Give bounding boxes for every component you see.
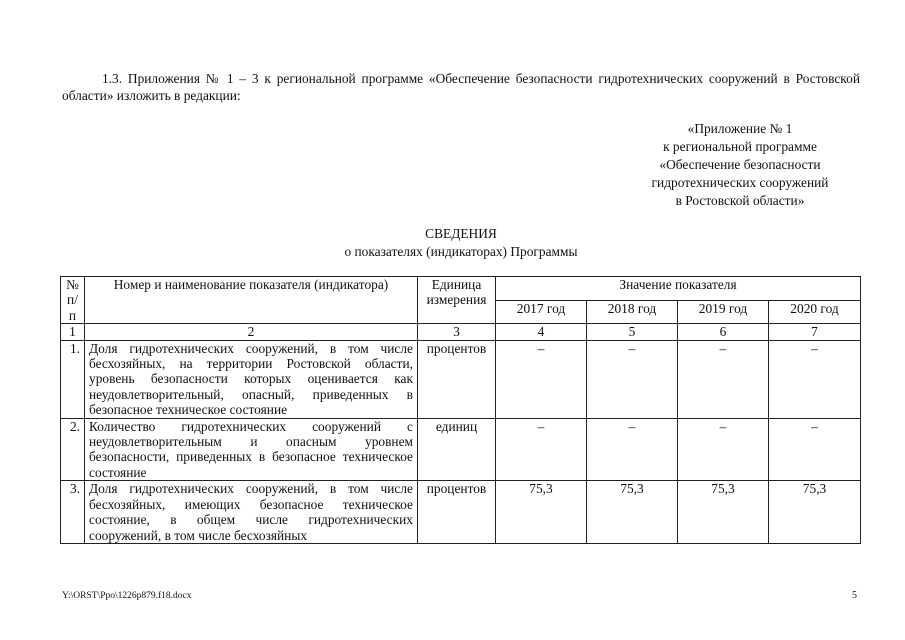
- heading-title: СВЕДЕНИЯ: [425, 226, 497, 241]
- row-number: 1.: [61, 340, 85, 418]
- table-row: [61, 418, 861, 481]
- indicator-value: 75,3: [496, 481, 587, 544]
- footer-page-number: 5: [852, 590, 857, 601]
- indicators-table: [60, 276, 861, 544]
- table-row: [61, 481, 861, 544]
- header-unit: Единица измерения: [418, 277, 496, 324]
- header-num: № п/п: [61, 277, 85, 324]
- appendix-line: «Обеспечение безопасности: [659, 157, 821, 172]
- column-number: 3: [418, 324, 496, 340]
- indicator-value: –: [678, 418, 769, 481]
- indicator-value: 75,3: [769, 481, 861, 544]
- indicator-value: –: [678, 340, 769, 418]
- appendix-line: «Приложение № 1: [687, 121, 793, 136]
- column-number: 6: [678, 324, 769, 340]
- column-number-row: [61, 324, 861, 340]
- indicator-value: –: [496, 418, 587, 481]
- indicator-name: Доля гидротехнических сооружений, в том числе бесхозяйных, имеющих безопасное техническое состояние, в общем числе гидротехнических сооружений, в том числе бесхозяйных: [85, 481, 418, 544]
- footer-file-path: Y:\ORST\Ppo\1226p879.f18.docx: [62, 591, 192, 601]
- header-year: 2017 год: [496, 300, 587, 324]
- header-value-group: Значение показателя: [496, 277, 861, 301]
- indicator-value: 75,3: [678, 481, 769, 544]
- column-number: 5: [587, 324, 678, 340]
- header-year: 2019 год: [678, 300, 769, 324]
- column-number: 7: [769, 324, 861, 340]
- intro-paragraph: 1.3. Приложения № 1 – 3 к региональной программе «Обеспечение безопасности гидротехнических сооружений в Ростовской области» изложить в редакции:: [62, 71, 860, 103]
- indicator-value: –: [769, 418, 861, 481]
- column-number: 4: [496, 324, 587, 340]
- indicator-value: –: [587, 340, 678, 418]
- indicator-value: –: [496, 340, 587, 418]
- table-row: [61, 340, 861, 418]
- column-number: 2: [85, 324, 418, 340]
- header-year: 2018 год: [587, 300, 678, 324]
- column-number: 1: [61, 324, 85, 340]
- heading-subtitle: о показателях (индикаторах) Программы: [344, 244, 578, 259]
- indicator-unit: процентов: [418, 481, 496, 544]
- row-number: 3.: [61, 481, 85, 544]
- appendix-line: в Ростовской области»: [675, 193, 805, 208]
- indicator-name: Количество гидротехнических сооружений с неудовлетворительным и опасным уровнем безопасности, приведенных в безопасное техническое состояние: [85, 418, 418, 481]
- header-year: 2020 год: [769, 300, 861, 324]
- row-number: 2.: [61, 418, 85, 481]
- appendix-line: к региональной программе: [663, 139, 817, 154]
- appendix-header: [640, 120, 840, 210]
- header-name: Номер и наименование показателя (индикатора): [85, 277, 418, 324]
- indicator-value: –: [587, 418, 678, 481]
- indicator-value: 75,3: [587, 481, 678, 544]
- indicator-unit: процентов: [418, 340, 496, 418]
- document-heading: [62, 225, 860, 261]
- indicator-unit: единиц: [418, 418, 496, 481]
- indicator-name: Доля гидротехнических сооружений, в том числе бесхозяйных, на территории Ростовской области, уровень безопасности которых оценивается как неудовлетворительный, опасный, приведенных в безопасное техническое состояние: [85, 340, 418, 418]
- table-header-row: [61, 277, 861, 301]
- indicator-value: –: [769, 340, 861, 418]
- appendix-line: гидротехнических сооружений: [651, 175, 829, 190]
